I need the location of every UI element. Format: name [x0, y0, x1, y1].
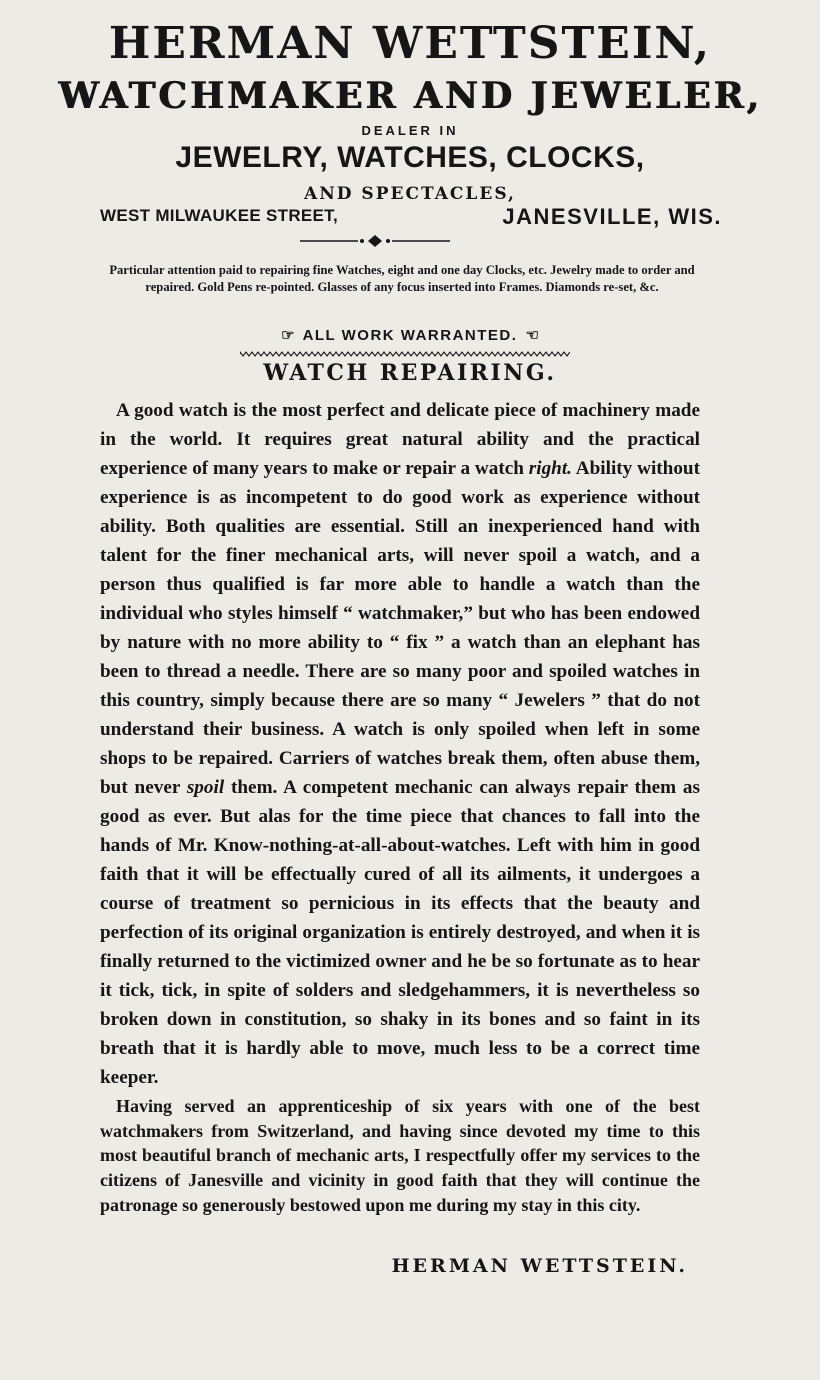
- services-notice: Particular attention paid to repairing fine Watches, eight and one day Clocks, etc. Jewelry made to order and repaired. Gold Pens re-pointed. Glasses of any focus inserted into Frames. Diamonds re-set, &c.: [109, 263, 695, 294]
- warranty-line: [0, 326, 820, 344]
- trade-title: WATCHMAKER AND JEWELER,: [58, 75, 762, 117]
- ornamental-rule: [300, 234, 450, 248]
- signature: HERMAN WETTSTEIN.: [391, 1255, 688, 1277]
- pointing-hand-left-icon: ☜: [525, 327, 539, 344]
- proprietor-name: HERMAN WETTSTEIN,: [108, 18, 712, 69]
- city-state: JANESVILLE, WIS.: [502, 204, 722, 229]
- spectacles-line: AND SPECTACLES,: [304, 184, 516, 204]
- emphasis-text: spoil: [186, 777, 225, 798]
- warranty-text: ALL WORK WARRANTED.: [302, 327, 518, 344]
- street-address: WEST MILWAUKEE STREET,: [100, 206, 339, 225]
- paragraph-apprenticeship: Having served an apprenticeship of six years with one of the best watchmakers from Switzerland, and having since devoted my time to this most beautiful branch of mechanic arts, I respectfully offer my services to the citizens of Janesville and vicinity in good faith that they will continue the patronage so generously bestowed upon me during my stay in this city.: [100, 1096, 700, 1215]
- wavy-divider: [240, 350, 570, 358]
- paragraph-text: them. A competent mechanic can always repair them as good as ever. But alas for the time piece that chances to fall into the hands of Mr. Know-nothing-at-all-about-watches. Left with him in good faith that it will be effectually cured of all its ailments, it undergoes a course of treatment so pernicious in its effects that the beauty and perfection of its original organization is entirely destroyed, and when it is finally returned to the victimized owner and he be so fortunate as to hear it tick, tick, in spite of solders and sledgehammers, it is nevertheless so broken down in constitution, so shaky in its bones and so faint in its breath that it is hardly able to move, much less to be a correct time keeper.: [100, 777, 700, 1088]
- goods-line: JEWELRY, WATCHES, CLOCKS,: [175, 141, 645, 174]
- dealer-in-label: DEALER IN: [361, 123, 459, 138]
- paragraph-watch-repairing: [100, 396, 700, 1092]
- paragraph-text: A good watch is the most perfect and delicate piece of machinery made in the world. It requires great natural ability and the practical experience of many years to make or repair a watch: [100, 400, 700, 479]
- emphasis-text: right.: [528, 458, 572, 479]
- section-title: WATCH REPAIRING.: [263, 360, 557, 386]
- article-body: [100, 396, 700, 1218]
- pointing-hand-right-icon: ☞: [281, 327, 295, 344]
- paragraph-text: Ability without experience is as incompetent to do good work as experience without ability. Both qualities are essential. Still an inexperienced hand with talent for the finer mechanical arts, will never spoil a watch, and a person thus qualified is far more able to handle a watch than the individual who styles himself “ watchmaker,” but who has been endowed by nature with no more ability to “ fix ” a watch than an elephant has been to thread a needle. There are so many poor and spoiled watches in this country, simply because there are so many “ Jewelers ” that do not understand their business. A watch is only spoiled when left in some shops to be repaired. Carriers of watches break them, often abuse them, but never: [100, 458, 700, 798]
